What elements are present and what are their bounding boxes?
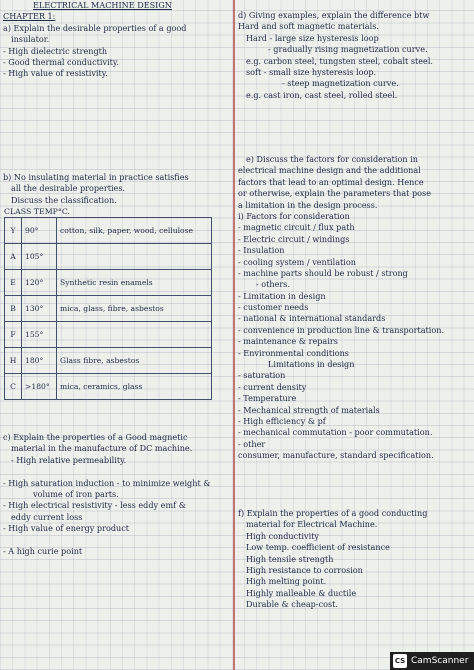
answer-line: - cooling system / ventilation <box>238 256 356 267</box>
table-row <box>5 244 212 270</box>
column-divider <box>233 0 235 670</box>
question-e-cont: or otherwise, explain the parameters that pose <box>238 188 431 199</box>
question-c: c) Explain the properties of a Good magnetic <box>3 432 188 442</box>
question-e-cont: factors that lead to an optimal design. Hence <box>238 176 424 187</box>
question-d: d) Giving examples, explain the difference btw <box>238 10 430 20</box>
answer-line: - Limitation in design <box>238 290 326 301</box>
left-bottom-block <box>3 432 229 557</box>
answer-line: - Electric circuit / windings <box>238 233 350 244</box>
camscanner-logo-icon: CS <box>393 654 407 668</box>
temp-cell: 90° <box>22 218 57 244</box>
material-cell: mica, glass, fibre, asbestos <box>57 296 212 322</box>
answer-line: - others. <box>256 279 291 290</box>
answer-line: - convenience in production line & transportation. <box>238 324 445 335</box>
answer-line: - current density <box>238 381 307 392</box>
answer-line: Low temp. coefficient of resistance <box>246 542 390 553</box>
question-b: b) No insulating material in practice satisfies <box>3 172 189 182</box>
class-cell: H <box>5 348 22 374</box>
table-row <box>5 374 212 400</box>
answer-line: - magnetic circuit / flux path <box>238 222 355 233</box>
material-cell: Glass fibre, asbestos <box>57 348 212 374</box>
chapter-heading: CHAPTER 1: <box>3 11 56 22</box>
camscanner-label: CamScanner <box>411 656 469 666</box>
subheading: Limitations in design <box>268 359 355 370</box>
temp-cell: 155° <box>22 322 57 348</box>
answer-line: - national & international standards <box>238 313 386 324</box>
temp-cell: >180° <box>22 374 57 400</box>
answer-line: - High dielectric strength <box>3 45 108 56</box>
answer-line: - Insulation <box>238 245 285 256</box>
class-cell: Y <box>5 218 22 244</box>
question-a: a) Explain the desirable properties of a good <box>3 22 187 33</box>
answer-line: - Good thermal conductivity. <box>3 56 119 67</box>
answer-line: - High value of energy product <box>3 523 130 534</box>
material-cell: Synthetic resin enamels <box>57 270 212 296</box>
class-cell: B <box>5 296 22 322</box>
material-cell <box>57 244 212 270</box>
left-top-block <box>3 0 229 80</box>
answer-line: - other <box>238 438 266 449</box>
right-mid-block <box>238 154 472 462</box>
answer-line: - maintenance & repairs <box>238 336 338 347</box>
table-header: CLASS TEMP°C. <box>4 207 70 216</box>
class-cell: F <box>5 322 22 348</box>
answer-line: Hard - large size hysteresis loop <box>246 32 379 43</box>
left-mid-block <box>3 172 229 206</box>
material-cell: cotton, silk, paper, wood, cellulose <box>57 218 212 244</box>
answer-line: - Mechanical strength of materials <box>238 404 380 415</box>
answer-line: - High relative permeability. <box>11 454 127 465</box>
material-cell: mica, ceramics, glass <box>57 374 212 400</box>
temp-cell: 180° <box>22 348 57 374</box>
answer-line: - machine parts should be robust / strong <box>238 267 408 278</box>
answer-line: Highly malleable & ductile <box>246 587 357 598</box>
right-top-block <box>238 10 472 101</box>
question-f: f) Explain the properties of a good conducting <box>238 508 428 518</box>
answer-line: High tensile strength <box>246 553 334 564</box>
answer-line: - Temperature <box>238 393 297 404</box>
answer-line: - mechanical commutation - poor commutation. <box>238 427 433 438</box>
answer-line: High resistance to corrosion <box>246 564 363 575</box>
answer-line: consumer, manufacture, standard specification. <box>238 450 434 461</box>
answer-line: - customer needs <box>238 302 309 313</box>
answer-line: - High value of resistivity. <box>3 68 108 79</box>
question-b-cont: Discuss the classification. <box>11 194 117 205</box>
question-e-cont: electrical machine design and the additional <box>238 165 421 176</box>
answer-line: High melting point. <box>246 576 327 587</box>
answer-line: High conductivity <box>246 530 319 541</box>
spacer <box>3 535 229 546</box>
answer-line: - High electrical resistivity - less eddy emf & <box>3 500 186 511</box>
answer-line: - High efficiency & pf <box>238 415 326 426</box>
temp-cell: 105° <box>22 244 57 270</box>
spacer <box>3 466 229 477</box>
insulation-class-table <box>4 217 212 400</box>
answer-line: volume of iron parts. <box>33 488 119 499</box>
material-cell <box>57 322 212 348</box>
answer-line: - High saturation induction - to minimize weight & <box>3 477 211 488</box>
class-cell: A <box>5 244 22 270</box>
table-row <box>5 322 212 348</box>
answer-line: e.g. carbon steel, tungsten steel, cobalt steel. <box>246 55 434 66</box>
subheading: i) Factors for consideration <box>238 210 350 221</box>
answer-line: - gradually rising magnetization curve. <box>268 44 428 55</box>
class-cell: E <box>5 270 22 296</box>
table-row <box>5 348 212 374</box>
question-a-cont: insulator. <box>11 34 50 45</box>
question-c-cont: material in the manufacture of DC machine. <box>11 443 193 454</box>
answer-line: - steep magnetization curve. <box>282 78 399 89</box>
answer-line: eddy current loss <box>11 511 83 522</box>
temp-cell: 130° <box>22 296 57 322</box>
answer-line: - saturation <box>238 370 286 381</box>
answer-line: - A high curie point <box>3 545 83 556</box>
question-b-cont: all the desirable properties. <box>11 183 126 194</box>
answer-line: soft - small size hysteresis loop. <box>246 66 377 77</box>
table-row <box>5 296 212 322</box>
question-e: e) Discuss the factors for consideration in <box>246 154 418 164</box>
right-bottom-block <box>238 508 472 611</box>
answer-line: Durable & cheap-cost. <box>246 599 338 610</box>
class-cell: C <box>5 374 22 400</box>
answer-line: e.g. cast iron, cast steel, rolled steel. <box>246 89 398 100</box>
question-d-cont: Hard and soft magnetic materials. <box>238 21 379 32</box>
page-heading: ELECTRICAL MACHINE DESIGN <box>33 0 172 10</box>
question-f-cont: material for Electrical Machine. <box>246 519 378 530</box>
camscanner-badge <box>390 652 474 670</box>
temp-cell: 120° <box>22 270 57 296</box>
answer-line: - Environmental conditions <box>238 347 349 358</box>
question-e-cont: a limitation in the design process. <box>238 199 378 210</box>
table-row <box>5 218 212 244</box>
table-row <box>5 270 212 296</box>
